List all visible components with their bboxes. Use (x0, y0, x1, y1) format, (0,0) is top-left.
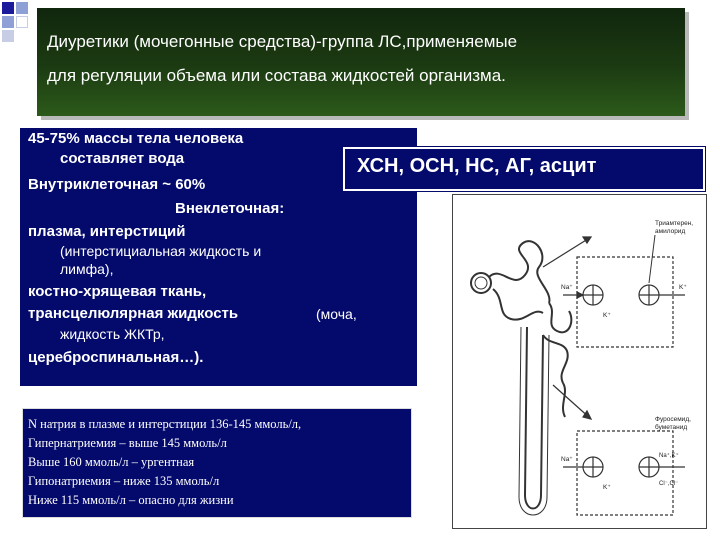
body-water-line: цереброспинальная…). (28, 349, 204, 366)
sodium-line: Выше 160 ммоль/л – ургентная (28, 455, 195, 469)
sodium-line: Ниже 115 ммоль/л – опасно для жизни (28, 493, 234, 507)
sodium-line: N натрия в плазме и интерстиции 136-145 ммоль/л, (28, 417, 302, 431)
bottom-drug-label-1: Фуросемид, (655, 416, 691, 423)
body-water-line: составляет вода (60, 150, 185, 167)
body-water-line: костно-хрящевая ткань, (28, 283, 207, 300)
body-water-line: (интерстициальная жидкость и (60, 243, 262, 259)
sodium-panel (22, 408, 412, 518)
sodium-line: Гипернатриемия – выше 145 ммоль/л (28, 436, 227, 450)
nephron-diagram-svg (453, 195, 706, 528)
top-ion-left: Na⁺ (561, 284, 573, 291)
body-water-line: жидкость ЖКТр, (60, 326, 165, 342)
bottom-ion-left: Na⁺ (561, 456, 573, 463)
top-ion-mid: K⁺ (603, 312, 611, 319)
body-water-line: плазма, интерстиций (28, 223, 186, 240)
body-water-line: трансцелюлярная жидкость (28, 305, 239, 322)
conditions-box (343, 147, 705, 191)
bottom-ion-right-2: Cl⁻,Cl⁻ (659, 481, 679, 487)
bottom-ion-right-1: Na⁺,K⁺ (659, 453, 679, 459)
top-drug-label-2: амилорид (655, 228, 686, 235)
body-water-line: 45-75% массы тела человека (28, 130, 244, 147)
pointer-arrows (543, 237, 591, 419)
title-line-2: для регуляции объема или состава жидкостей организма. (47, 66, 506, 85)
body-water-line: лимфа), (60, 261, 114, 277)
bottom-cell (563, 431, 685, 515)
conditions-text: ХСН, ОСН, НС, АГ, асцит (357, 155, 597, 177)
top-cell (563, 257, 685, 347)
corner-decoration (0, 0, 40, 60)
body-water-line: Внутриклеточная ~ 60% (28, 176, 206, 193)
nephron-diagram (452, 194, 707, 529)
bottom-drug-label-2: буметанид (655, 424, 688, 431)
top-drug-label-1: Триамтерен, (655, 220, 694, 227)
nephron-icon (471, 241, 571, 515)
sodium-line: Гипонатриемия – ниже 135 ммоль/л (28, 474, 220, 488)
bottom-ion-mid: K⁺ (603, 484, 611, 491)
top-ion-right: K⁺ (679, 284, 687, 291)
title-line-1: Диуретики (мочегонные средства)-группа ЛС,применяемые (47, 32, 518, 51)
body-water-line: (моча, (316, 306, 357, 322)
body-water-line: Внеклеточная: (175, 200, 285, 217)
title-panel (37, 8, 685, 116)
